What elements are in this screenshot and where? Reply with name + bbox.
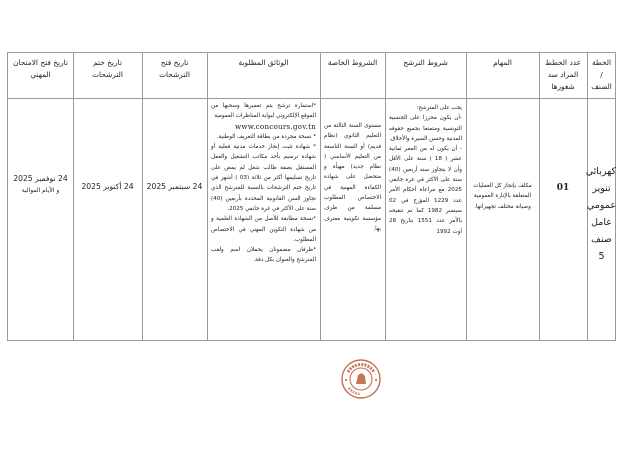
header-exam-date: تاريخ فتح الامتحان المهني	[13, 58, 68, 79]
category-line: عامل	[591, 217, 612, 228]
header-close-date: تاريخ ختم الترشحات	[92, 58, 123, 79]
exam-date: 24 نوفمبر 2025	[13, 174, 68, 183]
conditions-cell	[385, 103, 466, 237]
condition-age: - أن يكون له من العمر ثمانية عشر ( 18 ) سنة على الأقل وأن لا يتجاوز سنه أربعين (40) سنة على الأكثر في غرة جانفي 2025 مع مراعاة أحكام الأمر عدد 1229 المؤرخ في 02 سبتمبر 1982 كما تم تنقيحه بالأمر عدد 1551 بتاريخ 28 أوت 1992	[389, 146, 463, 235]
category-line: صنف 5	[591, 234, 612, 262]
document-envelopes: *ظرفان مضمونان يحملان اسم ولقب المترشح والعنوان بكل دقة.	[211, 247, 316, 264]
category-cell	[587, 163, 616, 265]
tasks-cell: مكلف بإنجاز كل العمليات المتعلقة بالإنارة العمومية وصيانة مختلف تجهيزاتها.	[473, 183, 532, 210]
open-date-cell: 24 سبتمبر 2025	[146, 182, 203, 191]
category-line: عمومي	[586, 200, 616, 211]
conditions-intro: يجب على المترشح:	[416, 105, 462, 111]
header-documents: الوثائق المطلوبة	[238, 58, 289, 67]
ministry-stamp-icon	[340, 358, 382, 400]
header-special-conditions: الشروط الخاصة	[327, 58, 378, 67]
condition-nationality: -أن يكون محرزا على الجنسية التونسية ومتمتعا بجميع حقوقه المدنية وحسن السيرة والأخلاق.	[389, 115, 462, 142]
header-positions-count: عدد الخطط المراد سد شغورها	[544, 58, 582, 91]
header-conditions: شروط الترشح	[403, 58, 448, 67]
recruitment-table	[7, 52, 616, 341]
exam-date-cell	[8, 173, 73, 197]
header-category: الخطة / الصنف	[591, 58, 612, 91]
category-line: كهربائي	[585, 166, 616, 177]
header-tasks: المهام	[493, 58, 512, 67]
document-id-copy: * نسخة مجردة من بطاقة التعريف الوطنية.	[216, 133, 316, 140]
concours-url-link[interactable]: www.concours.gov.tn	[235, 121, 316, 131]
documents-cell	[207, 101, 320, 266]
category-line: تنوير	[592, 183, 611, 194]
positions-count-cell: 01	[556, 183, 570, 193]
exam-date-note: و الأيام الموالية	[21, 187, 60, 194]
document-certificate-copy: *نسخة مطابقة للأصل من الشهادة العلمية و من شهادة التكوين المهني في الاختصاص المطلوب.	[211, 216, 316, 243]
document-civil-service: * شهادة تثبت إنجاز خدمات مدنية فعلية أو شهادة ترسيم بأحد مكاتب التشغيل والعمل المستقل بصفة طالب شغل لم يمض على تاريخ تسليمها أكثر من ثلاثة (03 ) أشهر في تاريخ ختم الترشحات بالنسبة للمترشح الذي تجاوز السن القانونية المحددة بأربعين (40) سنة على الأكثر في غرة جانفي 2025.	[211, 144, 316, 212]
close-date-cell: 24 أكتوبر 2025	[81, 182, 134, 191]
header-open-date: تاريخ فتح الترشحات	[159, 58, 190, 79]
document-application-form: *استمارة ترشح يتم تعميرها وسحبها من الموقع الإلكتروني لبوابة المناظرات العمومية	[211, 103, 316, 120]
special-conditions-cell: مستوى السنة الثالثة من التعليم الثانوي (نظام قديم) أو السنة التاسعة من التعليم الأساسي ( نظام جديد) مهيأة و متحصل على شهادة الكفاءة المهنية في الاختصاص المطلوب مسلمة من طرف مؤسسة تكوينية معترف بها.	[324, 123, 381, 232]
header-divider	[8, 98, 615, 99]
